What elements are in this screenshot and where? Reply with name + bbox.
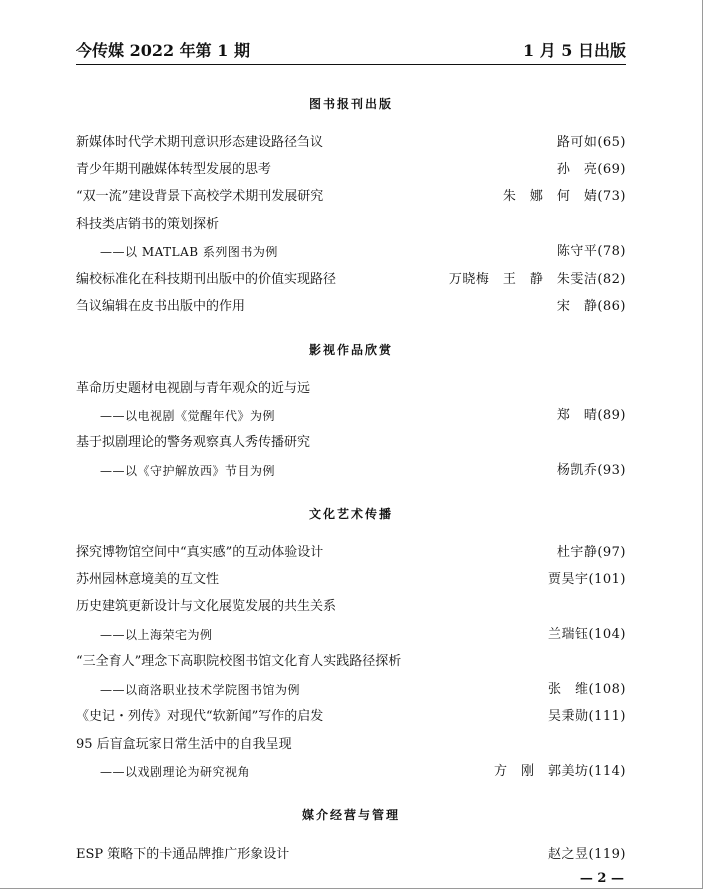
entry-title: 革命历史题材电视剧与青年观众的近与远: [76, 381, 311, 396]
entry-title: 科技类店销书的策划探析: [76, 217, 220, 232]
toc-entry[interactable]: [76, 598, 626, 616]
toc-entry[interactable]: [76, 216, 626, 234]
entry-author-page: 张 维(108): [548, 682, 626, 697]
toc-entry[interactable]: [76, 653, 626, 671]
entry-title: 编校标准化在科技期刊出版中的价值实现路径: [76, 272, 337, 287]
section-heading-media-management: 媒介经营与管理: [301, 808, 400, 822]
entry-author-page: 吴秉勋(111): [548, 709, 626, 724]
entry-author-page: 杜宇静(97): [556, 545, 626, 560]
entry-title: 《史记・列传》对现代“软新闻”写作的启发: [76, 709, 324, 724]
entry-title: ESP 策略下的卡通品牌推广形象设计: [76, 847, 290, 862]
entry-author-page: 郑 晴(89): [556, 408, 626, 423]
section-heading-film-tv: 影视作品欣赏: [308, 343, 393, 357]
entry-title: 青少年期刊融媒体转型发展的思考: [76, 162, 272, 177]
toc-entry[interactable]: [76, 134, 626, 152]
publish-date: 1 月 5 日出版: [523, 41, 626, 60]
entry-author-page: 杨凯乔(93): [556, 463, 626, 478]
entry-author-page: 方 刚 郭美坊(114): [494, 764, 626, 779]
toc-entry[interactable]: [76, 161, 626, 179]
entry-author-page: 陈守平(78): [556, 244, 626, 259]
header-rule: [76, 64, 626, 65]
entry-title: 探究博物馆空间中“真实感”的互动体验设计: [76, 545, 324, 560]
entry-title: “三全育人”理念下高职院校图书馆文化育人实践路径探析: [76, 654, 402, 669]
toc-entry-subtitle-row[interactable]: [76, 407, 626, 425]
entry-author-page: 兰瑞钰(104): [548, 627, 626, 642]
entry-author-page: 朱 娜 何 婧(73): [502, 189, 626, 204]
toc-entry-subtitle-row[interactable]: [76, 681, 626, 699]
entry-subtitle: ——以商洛职业技术学院图书馆为例: [100, 683, 301, 697]
toc-entry-subtitle-row[interactable]: [76, 462, 626, 480]
entry-subtitle: ——以 MATLAB 系列图书为例: [100, 245, 278, 259]
section-heading-culture-art: 文化艺术传播: [308, 507, 393, 521]
entry-subtitle: ——以电视剧《觉醒年代》为例: [100, 409, 276, 423]
toc-entry[interactable]: [76, 271, 626, 289]
toc-entry[interactable]: [76, 188, 626, 206]
toc-entry[interactable]: [76, 736, 626, 754]
entry-author-page: 孙 亮(69): [556, 162, 626, 177]
entry-title: 95 后盲盒玩家日常生活中的自我呈现: [76, 737, 292, 752]
toc-entry-subtitle-row[interactable]: [76, 626, 626, 644]
toc-entry[interactable]: [76, 846, 626, 864]
entry-author-page: 路可如(65): [556, 135, 626, 150]
page-header: [76, 38, 626, 62]
toc-entry[interactable]: [76, 708, 626, 726]
entry-author-page: 宋 静(86): [556, 299, 626, 314]
entry-author-page: 赵之昱(119): [548, 847, 626, 862]
toc-entry[interactable]: [76, 380, 626, 398]
page-number: — 2 —: [579, 871, 624, 886]
entry-title: 基于拟剧理论的警务观察真人秀传播研究: [76, 435, 311, 450]
section-heading-publishing: 图书报刊出版: [308, 97, 393, 111]
entry-title: 历史建筑更新设计与文化展览发展的共生关系: [76, 599, 337, 614]
toc-entry-subtitle-row[interactable]: [76, 763, 626, 781]
entry-author-page: 贾昊宇(101): [548, 572, 626, 587]
toc-entry-subtitle-row[interactable]: [76, 243, 626, 261]
entry-author-page: 万晓梅 王 静 朱雯洁(82): [448, 272, 626, 287]
toc-entry[interactable]: [76, 298, 626, 316]
entry-title: 新媒体时代学术期刊意识形态建设路径刍议: [76, 135, 324, 150]
toc-entry[interactable]: [76, 544, 626, 562]
toc-entry[interactable]: [76, 434, 626, 452]
entry-subtitle: ——以《守护解放西》节目为例: [100, 464, 276, 478]
entry-title: 苏州园林意境美的互文性: [76, 572, 220, 587]
entry-subtitle: ——以戏剧理论为研究视角: [100, 765, 251, 779]
entry-title: 刍议编辑在皮书出版中的作用: [76, 299, 246, 314]
entry-title: “双一流”建设背景下高校学术期刊发展研究: [76, 189, 324, 204]
toc-entry[interactable]: [76, 571, 626, 589]
journal-issue: 今传媒 2022 年第 1 期: [76, 41, 250, 60]
entry-subtitle: ——以上海荣宅为例: [100, 628, 213, 642]
